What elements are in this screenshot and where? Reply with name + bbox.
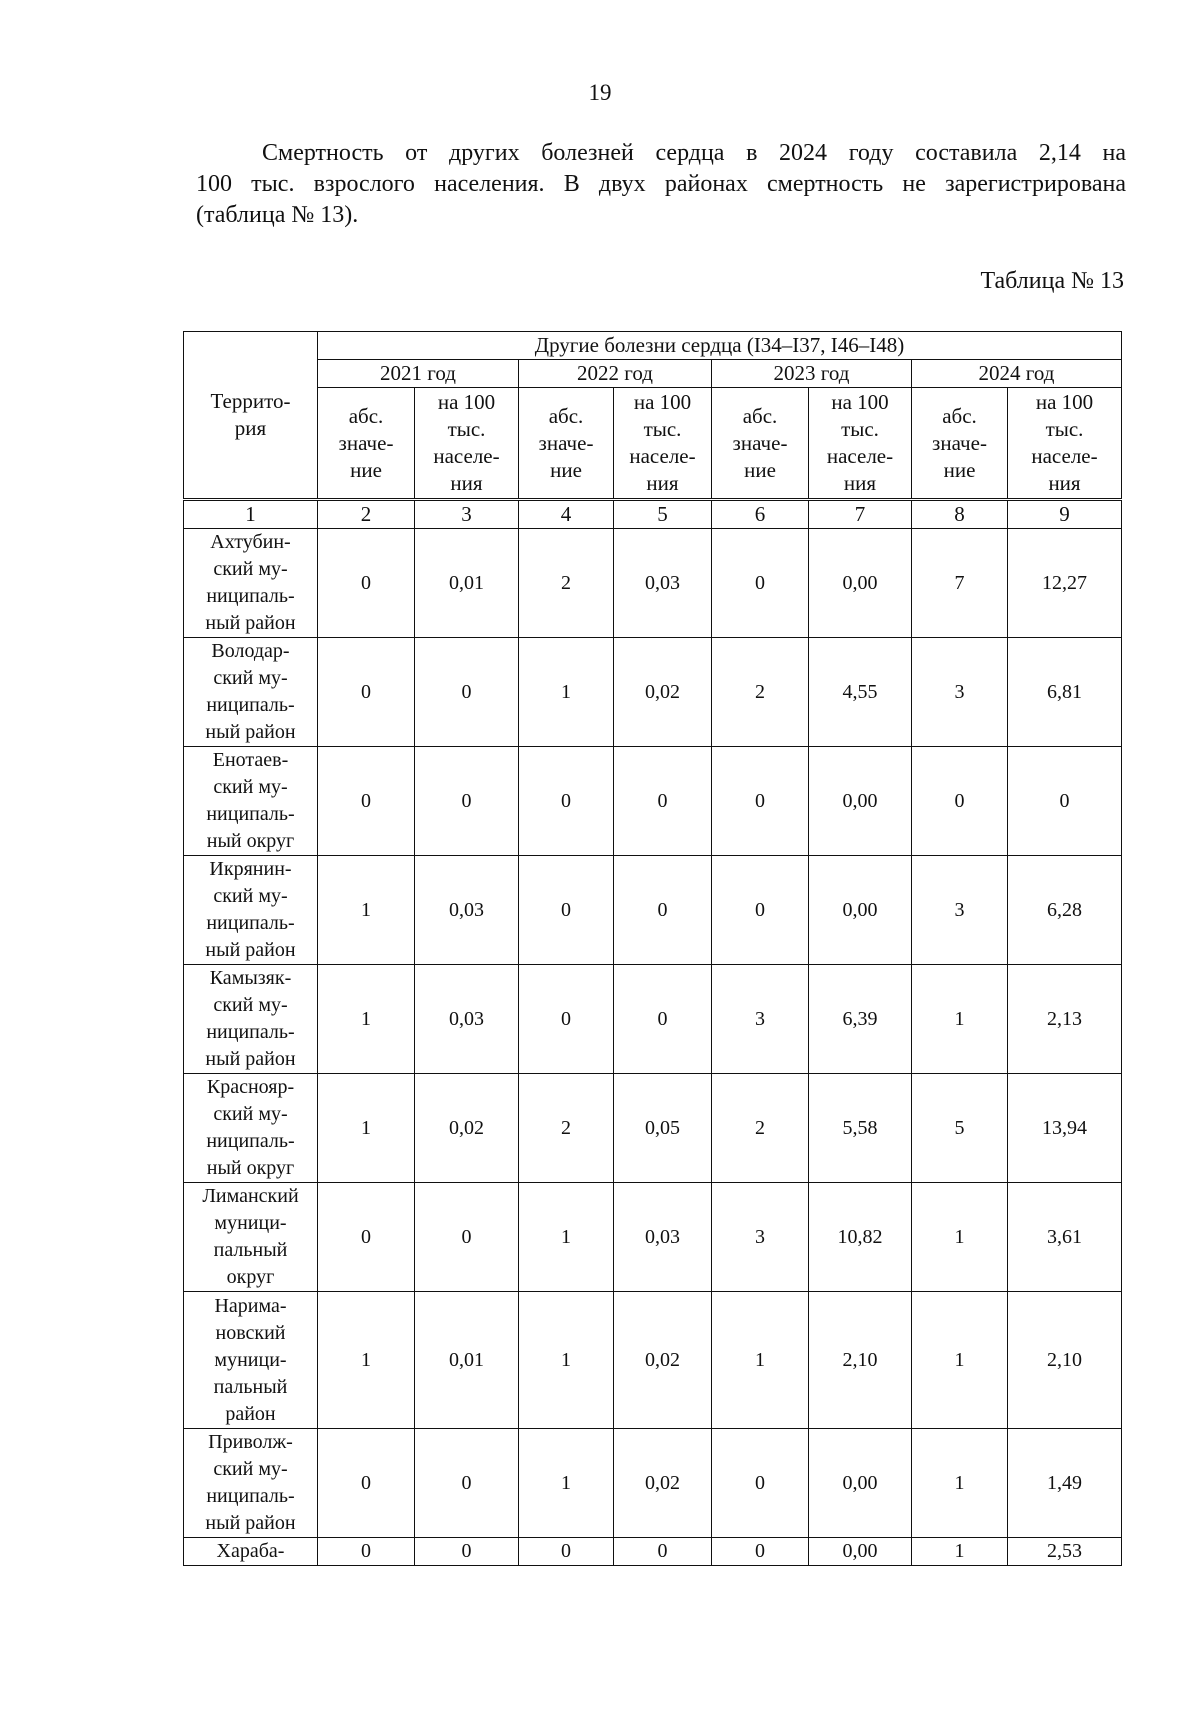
table-caption: Таблица № 13 <box>980 268 1124 294</box>
per100-value-cell: 0,01 <box>415 529 519 638</box>
per100-value-cell: 0,02 <box>614 1292 712 1429</box>
abs-value-header: абс. значе- ние <box>912 388 1008 500</box>
abs-value-cell: 1 <box>318 1074 415 1183</box>
abs-value-cell: 1 <box>912 1538 1008 1566</box>
per100-header: на 100 тыс. населе- ния <box>415 388 519 500</box>
territory-cell: Лиманский муници- пальный округ <box>184 1183 318 1292</box>
abs-value-cell: 3 <box>912 856 1008 965</box>
table-row <box>184 965 1122 1074</box>
column-index: 3 <box>415 500 519 529</box>
per100-value-cell: 0,00 <box>809 529 912 638</box>
abs-value-cell: 1 <box>519 638 614 747</box>
per100-value-cell: 4,55 <box>809 638 912 747</box>
per100-value-cell: 3,61 <box>1008 1183 1122 1292</box>
per100-value-cell: 2,10 <box>809 1292 912 1429</box>
per100-header: на 100 тыс. населе- ния <box>614 388 712 500</box>
abs-value-cell: 2 <box>712 1074 809 1183</box>
abs-value-cell: 0 <box>318 747 415 856</box>
abs-value-cell: 1 <box>519 1292 614 1429</box>
page-number: 19 <box>588 80 612 105</box>
territory-cell: Камызяк- ский му- ниципаль- ный район <box>184 965 318 1074</box>
territory-cell: Енотаев- ский му- ниципаль- ный округ <box>184 747 318 856</box>
per100-value-cell: 0,03 <box>415 965 519 1074</box>
per100-value-cell: 2,13 <box>1008 965 1122 1074</box>
territory-cell: Нарима- новский муници- пальный район <box>184 1292 318 1429</box>
territory-cell: Приволж- ский му- ниципаль- ный район <box>184 1429 318 1538</box>
abs-value-cell: 1 <box>318 965 415 1074</box>
column-index: 7 <box>809 500 912 529</box>
abs-value-cell: 1 <box>912 1292 1008 1429</box>
abs-value-cell: 0 <box>318 638 415 747</box>
per100-value-cell: 2,10 <box>1008 1292 1122 1429</box>
table-row <box>184 747 1122 856</box>
abs-value-cell: 1 <box>519 1429 614 1538</box>
mortality-table <box>183 331 1122 1566</box>
per100-value-cell: 6,39 <box>809 965 912 1074</box>
per100-value-cell: 0 <box>415 747 519 856</box>
per100-value-cell: 0 <box>614 965 712 1074</box>
year-header-2024: 2024 год <box>912 360 1122 388</box>
abs-value-cell: 0 <box>712 1429 809 1538</box>
paragraph-line: 100 тыс. взрослого населения. В двух районах смертность не зарегистрирована <box>196 171 1126 197</box>
per100-value-cell: 0,02 <box>614 1429 712 1538</box>
column-index-row <box>184 500 1122 529</box>
per100-value-cell: 0 <box>614 856 712 965</box>
column-index: 4 <box>519 500 614 529</box>
abs-value-cell: 1 <box>912 965 1008 1074</box>
per100-value-cell: 6,81 <box>1008 638 1122 747</box>
per100-value-cell: 0,02 <box>614 638 712 747</box>
abs-value-cell: 1 <box>912 1429 1008 1538</box>
per100-value-cell: 0,01 <box>415 1292 519 1429</box>
column-index: 9 <box>1008 500 1122 529</box>
territory-cell: Икрянин- ский му- ниципаль- ный район <box>184 856 318 965</box>
column-index: 5 <box>614 500 712 529</box>
abs-value-cell: 1 <box>318 1292 415 1429</box>
column-index: 2 <box>318 500 415 529</box>
table-row <box>184 529 1122 638</box>
per100-value-cell: 1,49 <box>1008 1429 1122 1538</box>
column-index: 1 <box>184 500 318 529</box>
per100-value-cell: 0 <box>415 638 519 747</box>
abs-value-cell: 0 <box>318 529 415 638</box>
per100-value-cell: 5,58 <box>809 1074 912 1183</box>
per100-value-cell: 0 <box>614 1538 712 1566</box>
abs-value-cell: 0 <box>519 856 614 965</box>
abs-value-cell: 0 <box>912 747 1008 856</box>
per100-value-cell: 10,82 <box>809 1183 912 1292</box>
per100-value-cell: 0,02 <box>415 1074 519 1183</box>
abs-value-cell: 0 <box>519 1538 614 1566</box>
per100-value-cell: 0 <box>614 747 712 856</box>
group-header: Другие болезни сердца (I34–I37, I46–I48) <box>318 332 1122 360</box>
abs-value-header: абс. значе- ние <box>712 388 809 500</box>
abs-value-cell: 1 <box>318 856 415 965</box>
paragraph-line: Смертность от других болезней сердца в 2024 году составила 2,14 на <box>262 140 1126 166</box>
per100-header: на 100 тыс. населе- ния <box>1008 388 1122 500</box>
table-row <box>184 1292 1122 1429</box>
abs-value-cell: 0 <box>712 529 809 638</box>
territory-cell: Краснояр- ский му- ниципаль- ный округ <box>184 1074 318 1183</box>
abs-value-cell: 0 <box>712 1538 809 1566</box>
per100-value-cell: 2,53 <box>1008 1538 1122 1566</box>
abs-value-cell: 5 <box>912 1074 1008 1183</box>
abs-value-cell: 3 <box>712 1183 809 1292</box>
abs-value-cell: 3 <box>912 638 1008 747</box>
column-index: 6 <box>712 500 809 529</box>
per100-header: на 100 тыс. населе- ния <box>809 388 912 500</box>
paragraph-line: (таблица № 13). <box>196 202 359 228</box>
abs-value-cell: 0 <box>519 747 614 856</box>
abs-value-header: абс. значе- ние <box>519 388 614 500</box>
abs-value-cell: 2 <box>519 529 614 638</box>
per100-value-cell: 0 <box>415 1538 519 1566</box>
per100-value-cell: 0 <box>1008 747 1122 856</box>
per100-value-cell: 13,94 <box>1008 1074 1122 1183</box>
per100-value-cell: 0,00 <box>809 1429 912 1538</box>
per100-value-cell: 0 <box>415 1429 519 1538</box>
table-row <box>184 638 1122 747</box>
year-header-2023: 2023 год <box>712 360 912 388</box>
abs-value-cell: 0 <box>318 1429 415 1538</box>
table-row <box>184 1074 1122 1183</box>
body-paragraph <box>196 138 1126 231</box>
abs-value-cell: 0 <box>712 747 809 856</box>
abs-value-cell: 3 <box>712 965 809 1074</box>
table-row <box>184 856 1122 965</box>
per100-value-cell: 0,03 <box>415 856 519 965</box>
abs-value-cell: 0 <box>712 856 809 965</box>
abs-value-cell: 1 <box>712 1292 809 1429</box>
table-row <box>184 1538 1122 1566</box>
abs-value-cell: 1 <box>912 1183 1008 1292</box>
abs-value-header: абс. значе- ние <box>318 388 415 500</box>
per100-value-cell: 0,03 <box>614 529 712 638</box>
territory-cell: Хараба- <box>184 1538 318 1566</box>
abs-value-cell: 0 <box>519 965 614 1074</box>
per100-value-cell: 0 <box>415 1183 519 1292</box>
abs-value-cell: 2 <box>519 1074 614 1183</box>
per100-value-cell: 0,00 <box>809 747 912 856</box>
abs-value-cell: 0 <box>318 1538 415 1566</box>
column-index: 8 <box>912 500 1008 529</box>
per100-value-cell: 12,27 <box>1008 529 1122 638</box>
table-row <box>184 1429 1122 1538</box>
abs-value-cell: 2 <box>712 638 809 747</box>
territory-header: Террито- рия <box>184 332 318 500</box>
per100-value-cell: 0,00 <box>809 1538 912 1566</box>
abs-value-cell: 7 <box>912 529 1008 638</box>
year-header-2022: 2022 год <box>519 360 712 388</box>
table-row <box>184 1183 1122 1292</box>
per100-value-cell: 0,05 <box>614 1074 712 1183</box>
year-header-2021: 2021 год <box>318 360 519 388</box>
territory-cell: Ахтубин- ский му- ниципаль- ный район <box>184 529 318 638</box>
per100-value-cell: 6,28 <box>1008 856 1122 965</box>
territory-cell: Володар- ский му- ниципаль- ный район <box>184 638 318 747</box>
per100-value-cell: 0,00 <box>809 856 912 965</box>
abs-value-cell: 0 <box>318 1183 415 1292</box>
abs-value-cell: 1 <box>519 1183 614 1292</box>
per100-value-cell: 0,03 <box>614 1183 712 1292</box>
